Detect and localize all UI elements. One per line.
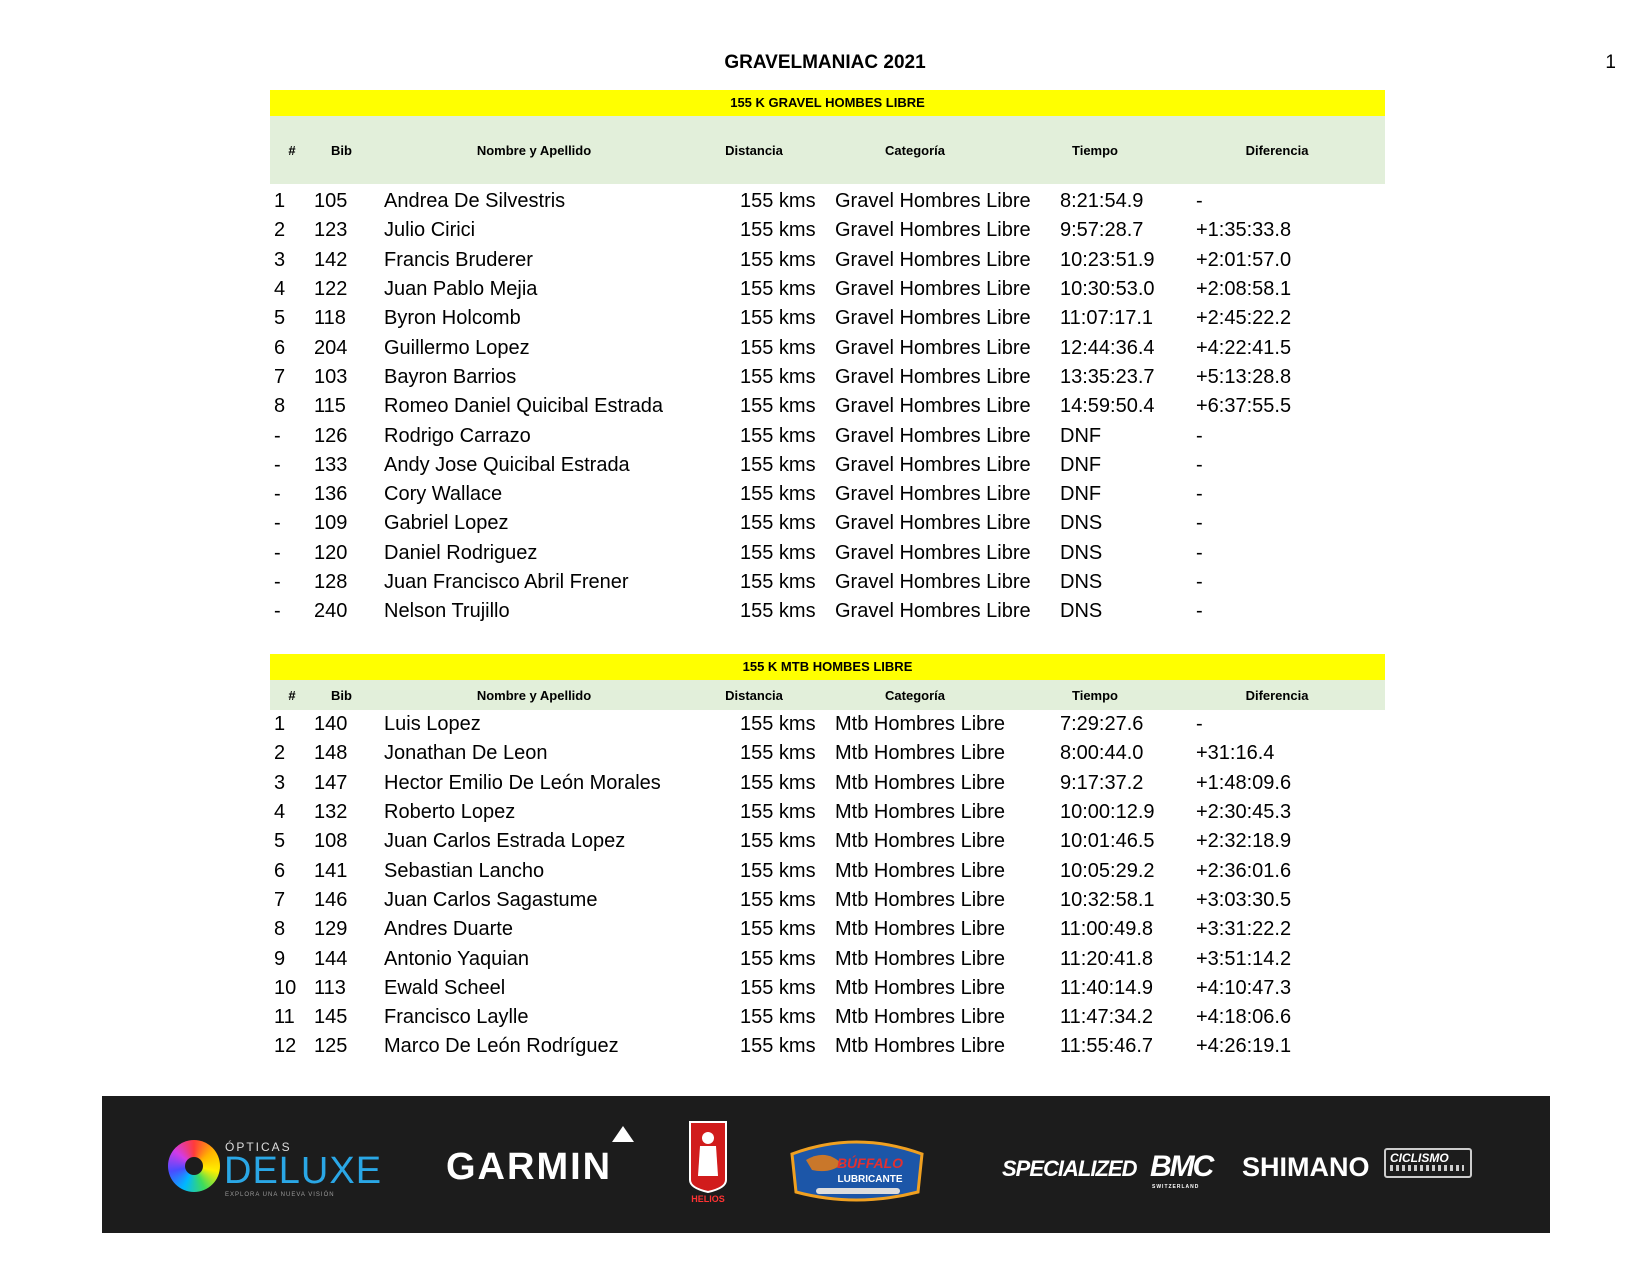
cell-name: Bayron Barrios	[384, 365, 517, 388]
col-difference: Diferencia	[1245, 142, 1309, 158]
cell-position: 1	[274, 190, 286, 213]
logo-text: BMC	[1150, 1150, 1213, 1183]
col-distance: Distancia	[725, 142, 783, 158]
cell-category: Mtb Hombres Libre	[835, 771, 1006, 794]
logo-text: HELIOS	[691, 1194, 725, 1204]
table-body	[270, 710, 1385, 1062]
cell-bib: 125	[314, 1035, 348, 1058]
cell-time: 11:07:17.1	[1060, 307, 1154, 330]
cell-name: Andy Jose Quicibal Estrada	[384, 453, 630, 476]
cell-time: 11:00:49.8	[1060, 918, 1154, 941]
table-row	[270, 392, 1385, 421]
cell-bib: 141	[314, 859, 348, 882]
table-row	[270, 480, 1385, 509]
checkered-stripe-icon	[1390, 1165, 1464, 1171]
cell-bib: 118	[314, 307, 346, 330]
cell-difference: +3:51:14.2	[1196, 947, 1292, 970]
cell-name: Juan Carlos Estrada Lopez	[384, 830, 626, 853]
cell-position: 9	[274, 947, 286, 970]
col-name: Nombre y Apellido	[476, 142, 592, 158]
table-row	[270, 974, 1385, 1003]
document-title: GRAVELMANIAC 2021	[724, 52, 926, 73]
cell-distance: 155 kms	[740, 336, 816, 359]
table-row	[270, 739, 1385, 768]
table-row	[270, 915, 1385, 944]
cell-position: -	[274, 571, 281, 593]
cell-category: Gravel Hombres Libre	[835, 278, 1031, 301]
cell-bib: 136	[314, 483, 348, 506]
cell-time: DNS	[1060, 512, 1103, 535]
cell-time: DNF	[1060, 483, 1102, 506]
triangle-icon	[612, 1126, 634, 1142]
cell-time: 11:47:34.2	[1060, 1006, 1154, 1029]
cell-category: Gravel Hombres Libre	[835, 248, 1031, 271]
cell-difference: +3:03:30.5	[1196, 888, 1292, 911]
cell-distance: 155 kms	[740, 453, 816, 476]
cell-distance: 155 kms	[740, 278, 816, 301]
cell-category: Mtb Hombres Libre	[835, 976, 1006, 999]
table-row	[270, 856, 1385, 885]
section-title: 155 K MTB HOMBES LIBRE	[270, 654, 1385, 680]
cell-name: Julio Cirici	[384, 219, 476, 242]
cell-name: Francisco Laylle	[384, 1006, 529, 1029]
cell-time: 11:40:14.9	[1060, 976, 1154, 999]
cell-time: 10:23:51.9	[1060, 248, 1155, 271]
cell-position: 8	[274, 918, 286, 941]
cell-distance: 155 kms	[740, 307, 816, 330]
cell-time: 8:00:44.0	[1060, 742, 1144, 765]
cell-distance: 155 kms	[740, 1035, 816, 1058]
col-difference: Diferencia	[1245, 687, 1309, 703]
col-time: Tiempo	[1072, 687, 1118, 703]
table-row	[270, 710, 1385, 739]
section-title: 155 K GRAVEL HOMBES LIBRE	[270, 90, 1385, 116]
cell-bib: 133	[314, 453, 348, 476]
table-row	[270, 827, 1385, 856]
cell-difference: +4:22:41.5	[1196, 336, 1292, 359]
cell-time: 12:44:36.4	[1060, 336, 1155, 359]
cell-difference: +2:32:18.9	[1196, 830, 1292, 853]
cell-difference: -	[1196, 190, 1203, 213]
logo-subtext: SWITZERLAND	[1152, 1184, 1200, 1190]
cell-difference: -	[1196, 453, 1203, 476]
cell-category: Mtb Hombres Libre	[835, 742, 1006, 765]
table-row	[270, 539, 1385, 568]
table-row	[270, 275, 1385, 304]
cell-difference: -	[1196, 600, 1203, 623]
cell-bib: 109	[314, 512, 348, 535]
buffalo-lubricante-logo	[786, 1134, 928, 1218]
table-row	[270, 597, 1385, 626]
cell-time: DNF	[1060, 453, 1102, 476]
cell-difference: -	[1196, 541, 1203, 564]
table-row	[270, 246, 1385, 275]
table-row	[270, 421, 1385, 450]
cell-bib: 113	[314, 976, 346, 999]
cell-time: DNS	[1060, 541, 1103, 564]
cell-difference: +1:35:33.8	[1196, 219, 1292, 242]
cell-position: 11	[274, 1006, 295, 1029]
cell-category: Gravel Hombres Libre	[835, 600, 1031, 623]
cell-category: Mtb Hombres Libre	[835, 859, 1006, 882]
cell-bib: 147	[314, 771, 348, 794]
cell-category: Gravel Hombres Libre	[835, 483, 1031, 506]
cell-position: 7	[274, 365, 286, 388]
logo-text: CICLISMO	[1390, 1151, 1449, 1165]
cell-time: DNS	[1060, 571, 1103, 593]
col-category: Categoría	[885, 687, 945, 703]
cell-category: Gravel Hombres Libre	[835, 424, 1031, 447]
cell-category: Gravel Hombres Libre	[835, 336, 1031, 359]
cell-bib: 129	[314, 918, 348, 941]
cell-bib: 148	[314, 742, 348, 765]
cell-name: Hector Emilio De León Morales	[384, 771, 661, 794]
table-row	[270, 509, 1385, 538]
cell-position: -	[274, 541, 281, 564]
cell-bib: 120	[314, 541, 348, 564]
cell-position: 1	[274, 713, 286, 736]
cell-name: Byron Holcomb	[384, 307, 521, 330]
cell-name: Guillermo Lopez	[384, 336, 530, 359]
cell-position: 12	[274, 1035, 297, 1058]
table-row	[270, 187, 1385, 216]
cell-bib: 123	[314, 219, 348, 242]
cell-time: 9:17:37.2	[1060, 771, 1144, 794]
cell-distance: 155 kms	[740, 248, 816, 271]
logo-text: ÓPTICAS	[225, 1140, 292, 1154]
logo-text: BÚFFALO	[836, 1155, 904, 1171]
cell-distance: 155 kms	[740, 219, 816, 242]
cell-category: Mtb Hombres Libre	[835, 918, 1006, 941]
cell-distance: 155 kms	[740, 888, 816, 911]
col-position: #	[288, 142, 296, 158]
cell-position: 4	[274, 801, 286, 824]
col-bib: Bib	[331, 687, 352, 703]
opticas-deluxe-logo	[168, 1134, 383, 1200]
cell-position: -	[274, 453, 281, 476]
cell-difference: +2:01:57.0	[1196, 248, 1292, 271]
cell-name: Roberto Lopez	[384, 801, 516, 824]
results-table-mtb	[270, 654, 1385, 1062]
table-row	[270, 451, 1385, 480]
cell-category: Mtb Hombres Libre	[835, 1006, 1006, 1029]
cell-distance: 155 kms	[740, 512, 816, 535]
cell-name: Andrea De Silvestris	[384, 190, 566, 213]
cell-bib: 145	[314, 1006, 348, 1029]
column-header-row	[270, 680, 1385, 710]
cell-bib: 108	[314, 830, 348, 853]
cell-position: 8	[274, 395, 286, 418]
cell-distance: 155 kms	[740, 365, 816, 388]
cell-difference: -	[1196, 483, 1203, 506]
cell-position: -	[274, 424, 281, 447]
cell-bib: 126	[314, 424, 348, 447]
cell-position: -	[274, 512, 281, 535]
col-time: Tiempo	[1072, 142, 1118, 158]
cell-difference: +2:36:01.6	[1196, 859, 1292, 882]
column-header-row	[270, 116, 1385, 184]
specialized-logo: SPECIALIZED	[1002, 1156, 1137, 1181]
cell-distance: 155 kms	[740, 395, 816, 418]
cell-position: 5	[274, 307, 286, 330]
cell-distance: 155 kms	[740, 1006, 816, 1029]
cell-bib: 240	[314, 600, 348, 623]
cell-distance: 155 kms	[740, 771, 816, 794]
table-row	[270, 363, 1385, 392]
cell-time: 11:55:46.7	[1060, 1035, 1154, 1058]
cell-distance: 155 kms	[740, 918, 816, 941]
logo-text: LUBRICANTE	[837, 1174, 903, 1185]
cell-time: 13:35:23.7	[1060, 365, 1155, 388]
cell-time: 8:21:54.9	[1060, 190, 1144, 213]
cell-bib: 128	[314, 571, 348, 593]
cell-category: Gravel Hombres Libre	[835, 571, 1031, 593]
cell-position: 2	[274, 219, 286, 242]
cell-bib: 146	[314, 888, 348, 911]
bmc-logo	[1150, 1150, 1213, 1190]
col-distance: Distancia	[725, 687, 783, 703]
cell-difference: +3:31:22.2	[1196, 918, 1292, 941]
cell-difference: +4:10:47.3	[1196, 976, 1292, 999]
col-bib: Bib	[331, 142, 352, 158]
cell-position: 3	[274, 771, 286, 794]
cell-position: 7	[274, 888, 286, 911]
cell-category: Gravel Hombres Libre	[835, 307, 1031, 330]
ciclismo-logo	[1384, 1148, 1472, 1178]
cell-position: 3	[274, 248, 286, 271]
cell-difference: -	[1196, 571, 1203, 593]
cell-time: 10:01:46.5	[1060, 830, 1155, 853]
cell-name: Juan Pablo Mejia	[384, 278, 538, 301]
cell-name: Francis Bruderer	[384, 248, 533, 271]
cell-distance: 155 kms	[740, 541, 816, 564]
cell-position: -	[274, 483, 281, 506]
cell-name: Romeo Daniel Quicibal Estrada	[384, 395, 664, 418]
helios-logo	[684, 1120, 732, 1204]
cell-category: Mtb Hombres Libre	[835, 801, 1006, 824]
cell-bib: 142	[314, 248, 348, 271]
cell-time: 11:20:41.8	[1060, 947, 1154, 970]
cell-name: Cory Wallace	[384, 483, 503, 506]
cell-category: Gravel Hombres Libre	[835, 190, 1031, 213]
table-row	[270, 769, 1385, 798]
cell-bib: 204	[314, 336, 348, 359]
cell-category: Gravel Hombres Libre	[835, 395, 1031, 418]
logo-tagline: EXPLORA UNA NUEVA VISIÓN	[225, 1192, 335, 1198]
table-row	[270, 944, 1385, 973]
cell-distance: 155 kms	[740, 947, 816, 970]
cell-difference: -	[1196, 424, 1203, 447]
cell-distance: 155 kms	[740, 483, 816, 506]
sponsor-bar	[102, 1096, 1550, 1233]
col-name: Nombre y Apellido	[476, 687, 592, 703]
cell-time: 14:59:50.4	[1060, 395, 1155, 418]
cell-category: Gravel Hombres Libre	[835, 219, 1031, 242]
shimano-logo: SHIMANO	[1242, 1152, 1370, 1182]
cell-difference: +4:18:06.6	[1196, 1006, 1292, 1029]
cell-category: Gravel Hombres Libre	[835, 365, 1031, 388]
cell-name: Ewald Scheel	[384, 976, 506, 999]
cell-category: Gravel Hombres Libre	[835, 453, 1031, 476]
col-position: #	[288, 687, 296, 703]
cell-distance: 155 kms	[740, 424, 816, 447]
cell-position: 10	[274, 976, 297, 999]
cell-category: Mtb Hombres Libre	[835, 830, 1006, 853]
cell-difference: +2:45:22.2	[1196, 307, 1292, 330]
cell-distance: 155 kms	[740, 830, 816, 853]
cell-distance: 155 kms	[740, 571, 816, 593]
cell-bib: 122	[314, 278, 348, 301]
cell-time: 10:00:12.9	[1060, 801, 1155, 824]
cell-name: Andres Duarte	[384, 918, 513, 941]
cell-distance: 155 kms	[740, 190, 816, 213]
cell-time: DNS	[1060, 600, 1103, 623]
logo-text: GARMIN	[446, 1146, 613, 1188]
cell-name: Juan Francisco Abril Frener	[384, 571, 629, 593]
cell-distance: 155 kms	[740, 859, 816, 882]
cell-name: Juan Carlos Sagastume	[384, 888, 598, 911]
cell-time: 10:30:53.0	[1060, 278, 1155, 301]
cell-distance: 155 kms	[740, 801, 816, 824]
cell-difference: +2:30:45.3	[1196, 801, 1292, 824]
cell-bib: 103	[314, 365, 348, 388]
cell-distance: 155 kms	[740, 600, 816, 623]
cell-name: Daniel Rodriguez	[384, 541, 538, 564]
cell-bib: 140	[314, 713, 348, 736]
page-number: 1	[1605, 52, 1616, 73]
table-row	[270, 333, 1385, 362]
table-row	[270, 798, 1385, 827]
color-wheel-icon	[168, 1140, 220, 1192]
cell-name: Rodrigo Carrazo	[384, 424, 531, 447]
cell-distance: 155 kms	[740, 713, 816, 736]
cell-difference: +6:37:55.5	[1196, 395, 1292, 418]
cell-category: Gravel Hombres Libre	[835, 541, 1031, 564]
cell-time: 7:29:27.6	[1060, 713, 1144, 736]
cell-difference: +5:13:28.8	[1196, 365, 1292, 388]
table-row	[270, 568, 1385, 597]
cell-difference: +4:26:19.1	[1196, 1035, 1292, 1058]
cell-position: -	[274, 600, 281, 623]
cell-bib: 132	[314, 801, 348, 824]
cell-time: 9:57:28.7	[1060, 219, 1144, 242]
cell-difference: +2:08:58.1	[1196, 278, 1292, 301]
table-row	[270, 304, 1385, 333]
cell-category: Gravel Hombres Libre	[835, 512, 1031, 535]
cell-name: Gabriel Lopez	[384, 512, 509, 535]
cell-category: Mtb Hombres Libre	[835, 947, 1006, 970]
results-table-gravel	[270, 90, 1385, 626]
cell-position: 5	[274, 830, 286, 853]
cell-time: DNF	[1060, 424, 1102, 447]
cell-name: Marco De León Rodríguez	[384, 1035, 619, 1058]
cell-name: Antonio Yaquian	[384, 947, 529, 970]
cell-name: Nelson Trujillo	[384, 600, 510, 623]
cell-difference: -	[1196, 713, 1203, 736]
cell-name: Jonathan De Leon	[384, 742, 548, 765]
cell-distance: 155 kms	[740, 976, 816, 999]
cell-position: 6	[274, 859, 286, 882]
cell-bib: 105	[314, 190, 348, 213]
table-row	[270, 1032, 1385, 1061]
cell-difference: -	[1196, 512, 1203, 535]
cell-position: 4	[274, 278, 286, 301]
cell-category: Mtb Hombres Libre	[835, 888, 1006, 911]
cell-name: Sebastian Lancho	[384, 859, 545, 882]
cell-time: 10:05:29.2	[1060, 859, 1155, 882]
col-category: Categoría	[885, 142, 945, 158]
table-row	[270, 1003, 1385, 1032]
cell-category: Mtb Hombres Libre	[835, 1035, 1006, 1058]
cell-distance: 155 kms	[740, 742, 816, 765]
cell-position: 6	[274, 336, 286, 359]
cell-name: Luis Lopez	[384, 713, 481, 736]
cell-bib: 144	[314, 947, 348, 970]
table-row	[270, 886, 1385, 915]
cell-time: 10:32:58.1	[1060, 888, 1155, 911]
cell-difference: +1:48:09.6	[1196, 771, 1292, 794]
cell-category: Mtb Hombres Libre	[835, 713, 1006, 736]
table-row	[270, 216, 1385, 245]
garmin-logo	[446, 1146, 612, 1189]
cell-position: 2	[274, 742, 286, 765]
cell-bib: 115	[314, 395, 346, 418]
cell-difference: +31:16.4	[1196, 742, 1275, 765]
table-body	[270, 184, 1385, 626]
logo-text: DELUXE	[224, 1150, 383, 1192]
